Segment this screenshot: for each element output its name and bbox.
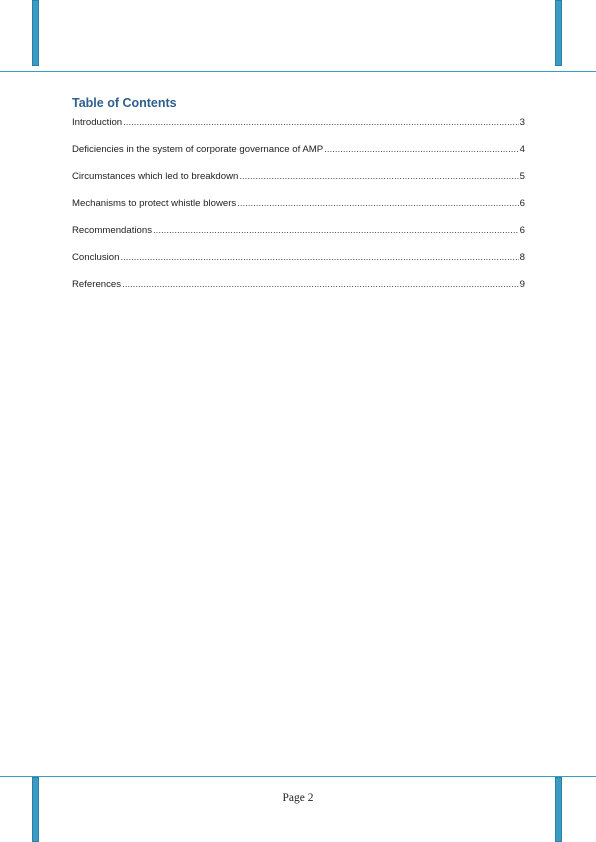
toc-entry-page: 6 xyxy=(519,198,525,209)
toc-entry-mechanisms[interactable] xyxy=(72,198,525,225)
toc-entry-page: 3 xyxy=(519,117,525,128)
toc-list xyxy=(72,117,525,306)
toc-entry-introduction[interactable] xyxy=(72,117,525,144)
footer-page-number: Page 2 xyxy=(282,792,314,804)
toc-entry-text: Deficiencies in the system of corporate governance of AMP xyxy=(72,144,324,155)
toc-entry-text: Conclusion xyxy=(72,252,120,263)
toc-entry-text: Recommendations xyxy=(72,225,152,236)
toc-entry-recommendations[interactable] xyxy=(72,225,525,252)
toc-dot-leader xyxy=(120,252,518,263)
toc-entry-page: 6 xyxy=(519,225,525,236)
header-rule xyxy=(0,71,596,72)
toc-dot-leader xyxy=(237,198,518,209)
toc-entry-deficiencies[interactable] xyxy=(72,144,525,171)
footer-left-decorative-bar xyxy=(32,777,39,842)
toc-entry-text: References xyxy=(72,279,122,290)
toc-entry-page: 9 xyxy=(519,279,525,290)
toc-entry-page: 8 xyxy=(519,252,525,263)
toc-entry-references[interactable] xyxy=(72,279,525,306)
toc-entry-text: Mechanisms to protect whistle blowers xyxy=(72,198,237,209)
toc-title: Table of Contents xyxy=(72,96,177,110)
toc-entry-text: Introduction xyxy=(72,117,123,128)
toc-entry-text: Circumstances which led to breakdown xyxy=(72,171,239,182)
toc-dot-leader xyxy=(324,144,518,155)
toc-entry-circumstances[interactable] xyxy=(72,171,525,198)
toc-entry-page: 5 xyxy=(519,171,525,182)
toc-dot-leader xyxy=(122,279,519,290)
toc-dot-leader xyxy=(239,171,518,182)
header-left-decorative-bar xyxy=(32,0,39,66)
header-right-decorative-bar xyxy=(555,0,562,66)
footer-rule xyxy=(0,776,596,777)
toc-dot-leader xyxy=(123,117,519,128)
toc-dot-leader xyxy=(153,225,519,236)
toc-entry-page: 4 xyxy=(519,144,525,155)
footer-right-decorative-bar xyxy=(555,777,562,842)
toc-entry-conclusion[interactable] xyxy=(72,252,525,279)
